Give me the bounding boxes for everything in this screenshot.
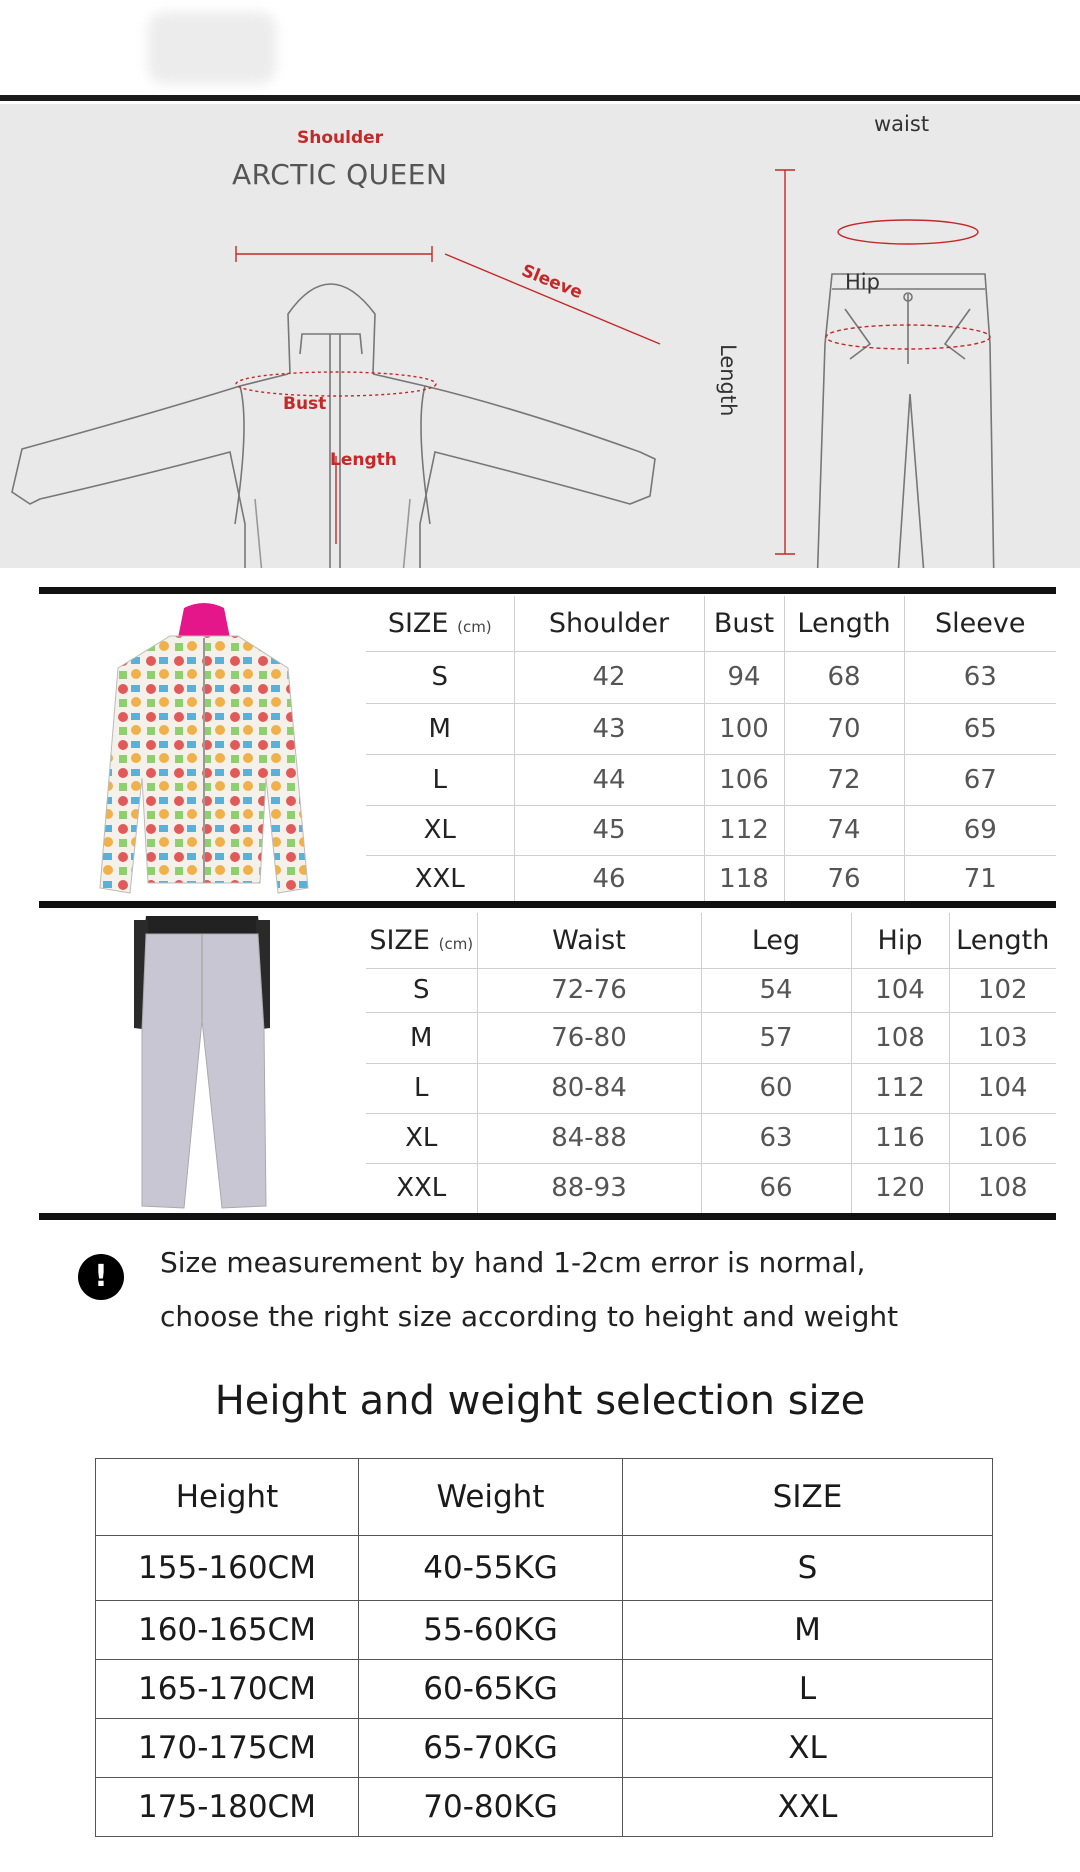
weight-cell: 60-65KG [359, 1660, 623, 1719]
size-cell: L [366, 754, 514, 805]
height-cell: 170-175CM [96, 1719, 359, 1778]
table-cell: 43 [514, 703, 704, 754]
table-cell: 46 [514, 855, 704, 903]
table-cell: 120 [851, 1163, 949, 1213]
table-cell: 88-93 [477, 1163, 701, 1213]
table-cell: 67 [904, 754, 1056, 805]
table-cell: 72-76 [477, 968, 701, 1012]
size-cell: S [366, 968, 477, 1012]
table-cell: 76 [784, 855, 904, 903]
size-cell: M [366, 703, 514, 754]
table-row [96, 1536, 993, 1601]
shoulder-label: Shoulder [297, 128, 384, 148]
header-waist: Waist [477, 913, 701, 968]
table-cell: 54 [701, 968, 851, 1012]
table-cell: 45 [514, 805, 704, 855]
table-cell: 106 [949, 1113, 1056, 1163]
weight-cell: 65-70KG [359, 1719, 623, 1778]
size-cell: XXL [366, 1163, 477, 1213]
header-hip: Hip [851, 913, 949, 968]
jacket-product-image [88, 598, 320, 898]
table-cell: 74 [784, 805, 904, 855]
table-cell: 108 [851, 1012, 949, 1063]
size-cell: XXL [623, 1778, 993, 1837]
size-cell: XL [623, 1719, 993, 1778]
height-cell: 155-160CM [96, 1536, 359, 1601]
header-length: Length [949, 913, 1056, 968]
header-size: SIZE [623, 1459, 993, 1536]
jacket-size-table [366, 596, 1056, 903]
size-cell: XXL [366, 855, 514, 903]
header-weight: Weight [359, 1459, 623, 1536]
waist-label: waist [874, 112, 930, 136]
table-cell: 63 [904, 651, 1056, 703]
table-cell: 112 [704, 805, 784, 855]
jacket-section-top-rule [39, 587, 1056, 594]
table-cell: 100 [704, 703, 784, 754]
table-cell: 112 [851, 1063, 949, 1113]
size-cell: XL [366, 805, 514, 855]
table-row [366, 754, 1056, 805]
table-cell: 102 [949, 968, 1056, 1012]
brand-name: ARCTIC QUEEN [232, 158, 448, 191]
table-cell: 66 [701, 1163, 851, 1213]
pants-length-label: Length [716, 344, 740, 417]
header-size: SIZE (cm) [366, 913, 477, 968]
table-cell: 44 [514, 754, 704, 805]
weight-cell: 70-80KG [359, 1778, 623, 1837]
table-row [366, 1012, 1056, 1063]
table-cell: 103 [949, 1012, 1056, 1063]
header-sleeve: Sleeve [904, 596, 1056, 651]
table-cell: 71 [963, 864, 997, 895]
table-cell: 72 [784, 754, 904, 805]
height-weight-table [95, 1458, 993, 1837]
note-line-2: choose the right size according to height and weight [160, 1300, 899, 1333]
pants-product-image [126, 910, 278, 1210]
exclamation-icon: ! [78, 1254, 124, 1300]
header-length: Length [784, 596, 904, 651]
table-row [96, 1778, 993, 1837]
table-row [96, 1660, 993, 1719]
table-cell: 104 [949, 1063, 1056, 1113]
header-size: SIZE (cm) [366, 596, 514, 651]
measurement-diagram [0, 104, 1080, 568]
pants-section-bottom-rule [39, 1213, 1056, 1220]
header-shoulder: Shoulder [514, 596, 704, 651]
table-row [366, 1113, 1056, 1163]
weight-cell: 40-55KG [359, 1536, 623, 1601]
size-cell: L [623, 1660, 993, 1719]
length-label: Length [330, 450, 397, 470]
table-row [366, 1063, 1056, 1113]
table-cell: 42 [514, 651, 704, 703]
size-cell: S [366, 651, 514, 703]
weight-cell: 55-60KG [359, 1601, 623, 1660]
garment-outline-drawing [0, 104, 1080, 568]
table-cell: 68 [784, 651, 904, 703]
header-height: Height [96, 1459, 359, 1536]
table-cell: 60 [701, 1063, 851, 1113]
table-row [96, 1601, 993, 1660]
header-leg: Leg [701, 913, 851, 968]
pants-size-table [366, 913, 1056, 1213]
header-bust: Bust [704, 596, 784, 651]
table-cell: 118 [704, 855, 784, 903]
table-cell: 80-84 [477, 1063, 701, 1113]
hw-section-title: Height and weight selection size [214, 1378, 866, 1424]
table-header-row [366, 913, 1056, 968]
sleeve-label: Sleeve [518, 260, 586, 304]
table-row [366, 855, 1056, 903]
table-row [366, 968, 1056, 1012]
table-cell: 104 [851, 968, 949, 1012]
table-cell: 63 [701, 1113, 851, 1163]
table-cell: 94 [704, 651, 784, 703]
table-row [96, 1719, 993, 1778]
table-row [366, 805, 1056, 855]
height-cell: 175-180CM [96, 1778, 359, 1837]
table-cell: 116 [851, 1113, 949, 1163]
bust-label: Bust [283, 394, 327, 414]
table-cell: 65 [904, 703, 1056, 754]
table-cell: 69 [904, 805, 1056, 855]
pants-section-top-rule [39, 901, 1056, 908]
height-cell: 160-165CM [96, 1601, 359, 1660]
size-cell: M [366, 1012, 477, 1063]
note-line-1: Size measurement by hand 1-2cm error is normal, [160, 1246, 866, 1279]
table-row [366, 651, 1056, 703]
table-cell: 70 [784, 703, 904, 754]
top-divider [0, 95, 1080, 101]
table-row [366, 1163, 1056, 1213]
size-cell: S [623, 1536, 993, 1601]
table-row [366, 703, 1056, 754]
hip-label: Hip [845, 270, 880, 294]
size-cell: M [623, 1601, 993, 1660]
brand-logo-blurred [148, 12, 276, 84]
size-cell: L [366, 1063, 477, 1113]
table-header-row [366, 596, 1056, 651]
table-cell: 106 [704, 754, 784, 805]
table-cell: 84-88 [477, 1113, 701, 1163]
table-cell: 57 [701, 1012, 851, 1063]
table-cell: 76-80 [477, 1012, 701, 1063]
table-header-row [96, 1459, 993, 1536]
height-cell: 165-170CM [96, 1660, 359, 1719]
size-cell: XL [366, 1113, 477, 1163]
table-cell: 108 [977, 1173, 1028, 1204]
